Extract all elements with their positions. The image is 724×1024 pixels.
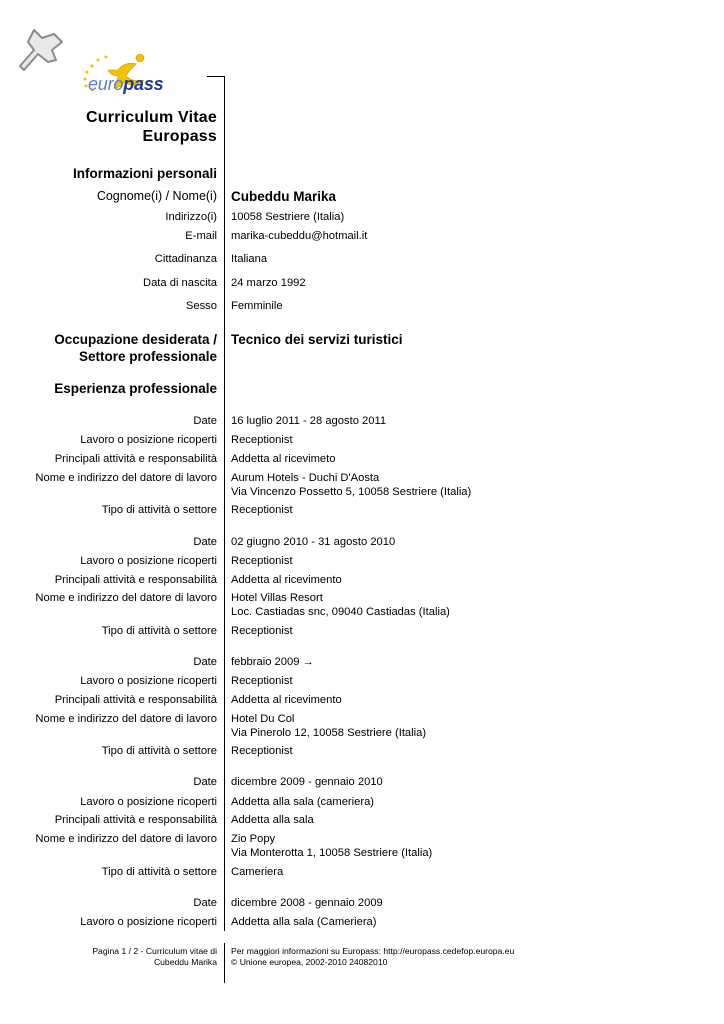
logo-euro: euro <box>88 74 124 94</box>
sex-value: Femminile <box>231 300 283 312</box>
citizenship-value: Italiana <box>231 253 268 265</box>
sector-label: Tipo di attività o settore <box>101 504 217 516</box>
address-value: 10058 Sestriere (Italia) <box>231 211 345 223</box>
entry-4-sector: Cameriera <box>231 866 284 878</box>
birth-value: 24 marzo 1992 <box>231 277 306 289</box>
activities-label: Principali attività e responsabilità <box>54 574 217 586</box>
title-line-2: Europass <box>142 128 217 145</box>
position-label: Lavoro o posizione ricoperti <box>80 675 217 687</box>
entry-4-employer-address: Via Monterotta 1, 10058 Sestriere (Italia) <box>231 847 433 859</box>
entry-3-sector: Receptionist <box>231 745 293 757</box>
entry-4-activities: Addetta alla sala <box>231 814 314 826</box>
entry-1-employer-address: Via Vincenzo Possetto 5, 10058 Sestriere (Italia) <box>231 486 472 498</box>
date-label: Date <box>193 656 217 668</box>
birth-label: Data di nascita <box>142 277 217 289</box>
sex-label: Sesso <box>185 300 217 312</box>
activities-label: Principali attività e responsabilità <box>54 694 217 706</box>
entry-3-date: febbraio 2009 → <box>231 656 314 668</box>
email-value[interactable]: marika-cubeddu@hotmail.it <box>231 230 368 242</box>
entry-5-position: Addetta alla sala (Cameriera) <box>231 916 377 928</box>
entry-5-date: dicembre 2008 - gennaio 2009 <box>231 897 383 909</box>
europass-wordmark <box>88 74 163 95</box>
sector-label: Tipo di attività o settore <box>101 866 217 878</box>
entry-2-employer-address: Loc. Castiadas snc, 09040 Castiadas (Italia) <box>231 606 450 618</box>
position-label: Lavoro o posizione ricoperti <box>80 916 217 928</box>
citizenship-label: Cittadinanza <box>154 253 217 265</box>
entry-1-date: 16 luglio 2011 - 28 agosto 2011 <box>231 415 387 427</box>
sector-label: Tipo di attività o settore <box>101 745 217 757</box>
entry-3-employer-address: Via Pinerolo 12, 10058 Sestriere (Italia) <box>231 727 427 739</box>
position-label: Lavoro o posizione ricoperti <box>80 796 217 808</box>
employer-label: Nome e indirizzo del datore di lavoro <box>35 713 217 725</box>
footer-right-line-2: © Unione europea, 2002-2010 24082010 <box>231 957 388 967</box>
activities-label: Principali attività e responsabilità <box>54 814 217 826</box>
name-value: Cubeddu Marika <box>231 189 337 204</box>
date-label: Date <box>193 776 217 788</box>
entry-3-position: Receptionist <box>231 675 293 687</box>
occupation-heading <box>54 331 217 365</box>
date-label: Date <box>193 536 217 548</box>
footer-info <box>231 946 514 968</box>
name-label: Cognome(i) / Nome(i) <box>96 189 217 203</box>
footer-page-info <box>92 946 217 968</box>
employer-label: Nome e indirizzo del datore di lavoro <box>35 472 217 484</box>
employer-label: Nome e indirizzo del datore di lavoro <box>35 592 217 604</box>
occupation-heading-line-2: Settore professionale <box>78 349 217 364</box>
entry-1-employer-name: Aurum Hotels - Duchi D'Aosta <box>231 472 380 484</box>
footer-left-line-2: Cubeddu Marika <box>153 957 217 967</box>
pin-icon[interactable] <box>12 26 70 78</box>
employer-label: Nome e indirizzo del datore di lavoro <box>35 833 217 845</box>
address-label: Indirizzo(i) <box>165 211 217 223</box>
entry-2-position: Receptionist <box>231 555 293 567</box>
top-rule <box>207 76 225 77</box>
entry-2-employer-name: Hotel Villas Resort <box>231 592 323 604</box>
occupation-heading-line-1: Occupazione desiderata / <box>54 332 217 347</box>
entry-4-employer-name: Zio Popy <box>231 833 276 845</box>
title-line-1: Curriculum Vitae <box>86 109 217 126</box>
activities-label: Principali attività e responsabilità <box>54 453 217 465</box>
sector-label: Tipo di attività o settore <box>101 625 217 637</box>
document-title <box>86 108 217 146</box>
entry-2-sector: Receptionist <box>231 625 293 637</box>
entry-4-position: Addetta alla sala (cameriera) <box>231 796 375 808</box>
entry-2-date: 02 giugno 2010 - 31 agosto 2010 <box>231 536 396 548</box>
column-divider <box>224 76 225 931</box>
date-label: Date <box>193 415 217 427</box>
occupation-value: Tecnico dei servizi turistici <box>231 332 403 347</box>
entry-1-activities: Addetta al ricevimeto <box>231 453 336 465</box>
entry-1-position: Receptionist <box>231 434 293 446</box>
entry-2-activities: Addetta al ricevimento <box>231 574 342 586</box>
logo-pass: pass <box>123 74 164 94</box>
date-label: Date <box>193 897 217 909</box>
experience-heading: Esperienza professionale <box>54 381 217 396</box>
footer-right-line-1[interactable]: Per maggiori informazioni su Europass: http://europass.cedefop.europa.eu <box>231 946 515 956</box>
entry-3-activities: Addetta al ricevimento <box>231 694 342 706</box>
entry-1-sector: Receptionist <box>231 504 293 516</box>
personal-heading: Informazioni personali <box>72 166 217 181</box>
entry-3-employer-name: Hotel Du Col <box>231 713 295 725</box>
email-label: E-mail <box>185 230 217 242</box>
footer-divider <box>224 943 225 983</box>
entry-4-date: dicembre 2009 - gennaio 2010 <box>231 776 383 788</box>
position-label: Lavoro o posizione ricoperti <box>80 555 217 567</box>
footer-left-line-1: Pagina 1 / 2 - Curriculum vitae di <box>92 946 217 956</box>
position-label: Lavoro o posizione ricoperti <box>80 434 217 446</box>
